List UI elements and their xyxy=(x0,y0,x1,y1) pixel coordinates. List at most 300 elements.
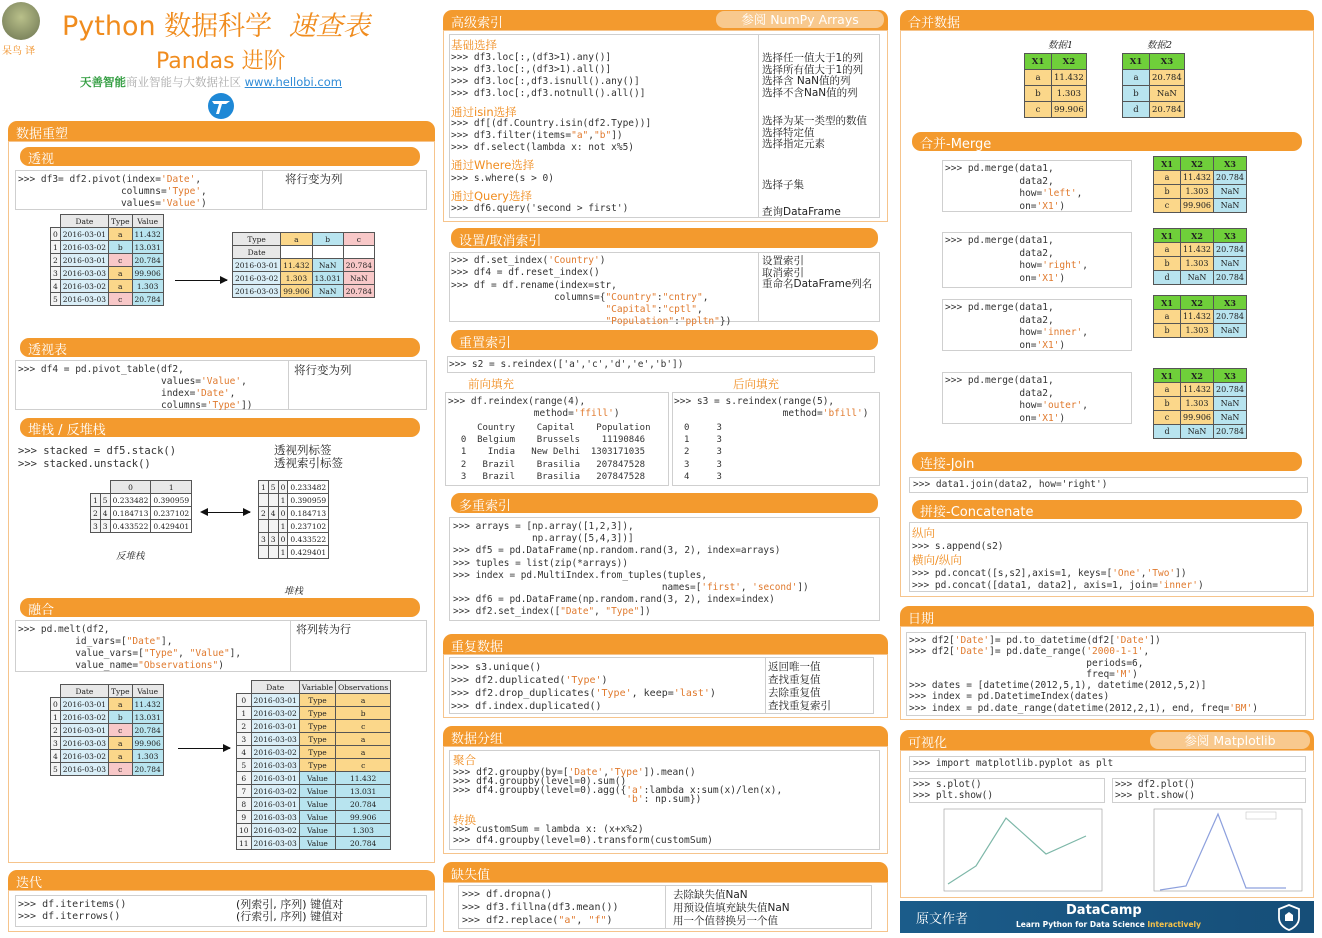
code-line: >>> df3.filter(items="a","b"]) xyxy=(451,130,623,141)
table-cell: Value xyxy=(132,685,163,698)
text-line: 选择指定元素 xyxy=(762,138,825,151)
table-cell: 2 xyxy=(51,254,61,267)
table-cell: 20.784 xyxy=(336,837,391,850)
matplotlib-link-button[interactable]: 参阅 Matplotlib xyxy=(1150,732,1310,749)
table-row xyxy=(237,811,391,824)
query-desc: 查询DataFrame xyxy=(762,206,841,218)
table-cell xyxy=(100,481,110,494)
table-cell: a xyxy=(1025,70,1052,86)
table-row xyxy=(91,520,192,533)
code-line: >>> stacked = df5.stack() xyxy=(18,445,177,457)
table-cell: 2 xyxy=(91,507,101,520)
table-row xyxy=(237,772,391,785)
df2-table-melt xyxy=(50,684,164,776)
table-header-row xyxy=(91,481,192,494)
table-cell: 2016-03-01 xyxy=(233,259,281,272)
table-cell: NaN xyxy=(312,285,343,298)
code-line: index='Date', xyxy=(18,388,236,399)
table-row xyxy=(237,707,391,720)
melt-arrow xyxy=(178,748,230,749)
table-cell: c xyxy=(109,254,132,267)
table-row xyxy=(1154,383,1247,397)
table-header-row xyxy=(1154,157,1247,171)
table-cell: 11.432 xyxy=(1181,243,1214,257)
table-row xyxy=(1154,310,1247,324)
subheader-merge: 合并-Merge xyxy=(912,132,1302,151)
table-cell: NaN xyxy=(1181,425,1214,439)
table-cell: 11 xyxy=(237,837,252,850)
code-line: >>> df3.loc[:,df3.notnull().all()] xyxy=(451,88,646,99)
table-cell: 20.784 xyxy=(343,259,374,272)
reindex-code: >>> s2 = s.reindex(['a','c','d','e','b']) xyxy=(449,359,684,370)
table-cell: 2016-03-02 xyxy=(251,824,299,837)
ffill-code xyxy=(448,396,620,420)
table-cell: 1.303 xyxy=(132,280,163,293)
table-cell: NaN xyxy=(1214,185,1247,199)
table-row xyxy=(237,746,391,759)
table-cell: a xyxy=(1154,310,1181,324)
table-cell: a xyxy=(1154,243,1181,257)
subheader-join: 连接-Join xyxy=(912,452,1302,471)
table-cell: 2016-03-02 xyxy=(251,707,299,720)
isin-label: 通过isin选择 xyxy=(451,105,517,119)
table-cell xyxy=(259,520,269,533)
code-line: columns='Type']) xyxy=(18,400,253,411)
table-cell: 2016-03-01 xyxy=(60,254,108,267)
table-row xyxy=(233,259,375,272)
duplicates-divider xyxy=(765,657,766,714)
table-cell: 3 xyxy=(51,737,61,750)
code-line: how='right', xyxy=(945,260,1089,271)
code-line: data2, xyxy=(945,314,1054,326)
text-line: 1 India New Delhi 1303171035 xyxy=(450,447,646,458)
table-row xyxy=(1154,425,1247,439)
code-line: >>> df.select(lambda x: not x%5) xyxy=(451,142,635,153)
table-cell: NaN xyxy=(1214,411,1247,425)
table-cell: d xyxy=(1154,425,1181,439)
table-cell: 20.784 xyxy=(1150,102,1185,118)
text-line: 透视列标签 xyxy=(274,443,332,457)
code-line: >>> df4.groupby(level=0).transform(customSum) xyxy=(453,835,713,846)
code-line: >>> df[(df.Country.isin(df2.Type))] xyxy=(451,118,652,129)
table-cell: X2 xyxy=(1052,54,1087,70)
table-cell: 3 xyxy=(237,733,252,746)
table-cell: 11.432 xyxy=(1052,70,1087,86)
ffill-table xyxy=(450,422,650,483)
table-cell: Type xyxy=(299,746,335,759)
basic-select-code xyxy=(451,52,645,100)
pivot-desc: 将行变为列 xyxy=(285,172,343,186)
table-cell: Value xyxy=(299,798,335,811)
text-line: 取消索引 xyxy=(762,266,804,279)
table-cell: 0 xyxy=(278,533,288,546)
table-cell: a xyxy=(109,698,132,711)
basic-select-desc xyxy=(762,53,863,99)
table-cell: 13.031 xyxy=(132,711,163,724)
code-line: >>> pd.merge(data1, xyxy=(945,302,1054,313)
table-cell: 1.303 xyxy=(1181,257,1214,271)
table-cell: a xyxy=(336,733,391,746)
code-line: >>> df2['Date']= pd.date_range('2000-1-1', xyxy=(909,646,1150,658)
table-cell: Type xyxy=(299,759,335,772)
table-cell: 20.784 xyxy=(343,285,374,298)
table-cell xyxy=(51,685,61,698)
table-cell: b xyxy=(1154,324,1181,338)
text-line: (列索引, 序列) 键值对 xyxy=(236,898,344,911)
table-row xyxy=(1154,185,1247,199)
merge-code xyxy=(945,235,1088,285)
table-header-row xyxy=(51,215,164,228)
datacamp-tagline: Learn Python for Data Science Interactively xyxy=(1016,920,1201,929)
table-row xyxy=(1154,411,1247,425)
code-line: >>> df = df.rename(index=str, xyxy=(451,279,617,291)
section-header-iteration: 迭代 xyxy=(8,870,435,890)
code-line: values='Value') xyxy=(18,198,207,209)
text-line: 1 3 xyxy=(684,435,722,446)
table-cell: 9 xyxy=(237,811,252,824)
table-row xyxy=(259,507,329,520)
code-line: "Capital":"cptl", xyxy=(605,304,703,316)
table-row xyxy=(51,724,164,737)
text-line: 4 3 xyxy=(684,471,722,482)
table-cell: X1 xyxy=(1154,296,1181,310)
section-header-multi-index: 多重索引 xyxy=(451,493,878,513)
join-code: >>> data1.join(data2, how='right') xyxy=(913,479,1108,490)
table-cell: 0 xyxy=(237,694,252,707)
table-cell: 0.184713 xyxy=(288,507,329,520)
where-label: 通过Where选择 xyxy=(451,158,535,172)
table-row xyxy=(259,481,329,494)
stack-desc xyxy=(274,444,343,470)
table-header-row xyxy=(237,681,391,694)
table-row xyxy=(237,759,391,772)
table-cell: b xyxy=(1154,397,1181,411)
table-cell: a xyxy=(109,267,132,280)
table-cell: Value xyxy=(299,837,335,850)
table-cell: c xyxy=(109,724,132,737)
merge-result-table xyxy=(1153,156,1247,213)
table-cell: d xyxy=(1154,271,1181,285)
table-cell: Value xyxy=(132,215,163,228)
table-cell: 0.429401 xyxy=(151,520,192,533)
code-line: on='X1') xyxy=(945,412,1066,424)
table-row xyxy=(1154,171,1247,185)
datacamp-shield-icon xyxy=(1276,903,1302,931)
table-row xyxy=(237,720,391,733)
text-line: 0 3 xyxy=(684,423,722,433)
text-line: 去除重复值 xyxy=(768,687,821,699)
code-line: 'b': np.sum}) xyxy=(626,794,702,805)
table-cell: 20.784 xyxy=(132,724,163,737)
text-line: 0 Belgium Brussels 11190846 xyxy=(450,435,646,446)
table-cell: 2016-03-01 xyxy=(251,772,299,785)
table-cell: b xyxy=(109,241,132,254)
table-row xyxy=(51,698,164,711)
code-line: >>> pd.merge(data1, xyxy=(945,235,1054,246)
code-line: >>> df2.groupby(by=['Date','Type']).mean() xyxy=(453,767,696,778)
code-line: >>> df3.fillna(df3.mean()) xyxy=(462,902,619,913)
table-row xyxy=(1154,324,1247,338)
table-cell: a xyxy=(109,228,132,241)
table-cell: c xyxy=(109,763,132,776)
numpy-arrays-link-button[interactable]: 参阅 NumPy Arrays xyxy=(716,11,884,28)
code-line: how='inner', xyxy=(945,327,1089,338)
table-cell: Date xyxy=(251,681,299,694)
table-cell: 13.031 xyxy=(132,241,163,254)
table-cell: Value xyxy=(299,811,335,824)
code-line: value_vars=["Type", "Value"], xyxy=(18,648,242,659)
stack-arrow-back xyxy=(200,508,208,516)
page-title: Python 数据科学 速查表 xyxy=(62,11,370,42)
table-cell: 99.906 xyxy=(1181,199,1214,213)
code-line: on='X1') xyxy=(945,272,1066,284)
merge-code xyxy=(945,302,1088,352)
table-cell: 5 xyxy=(100,494,110,507)
code-line: periods=6, xyxy=(909,657,1144,669)
table-row xyxy=(259,546,329,559)
table-cell: 2016-03-02 xyxy=(251,746,299,759)
translator-label: 呆鸟 译 xyxy=(2,46,36,57)
code-line: >>> pd.concat([data1, data2], axis=1, join='inner') xyxy=(912,580,1204,591)
code-line: >>> df.dropna() xyxy=(462,889,553,900)
table-cell: 20.784 xyxy=(1214,271,1247,285)
table-cell: 0 xyxy=(51,698,61,711)
table-cell: 1.303 xyxy=(1181,324,1214,338)
merge-code xyxy=(945,163,1082,213)
bfill-label: 后向填充 xyxy=(733,377,779,391)
subheader-pivot-table: 透视表 xyxy=(20,338,420,357)
table-cell: 99.906 xyxy=(336,811,391,824)
table-cell: 1.303 xyxy=(132,750,163,763)
code-line: values='Value', xyxy=(18,376,247,387)
table-row xyxy=(51,280,164,293)
table-row xyxy=(1123,70,1185,86)
table-cell: c xyxy=(336,759,391,772)
footer-author-label: 原文作者 xyxy=(916,912,969,927)
org-line: 天善智能商业智能与大数据社区 www.hellobi.com xyxy=(80,75,342,89)
set-index-desc xyxy=(762,256,872,291)
pivot-result-table xyxy=(232,232,375,298)
table-cell: c xyxy=(1154,411,1181,425)
table-cell: 5 xyxy=(51,763,61,776)
code-line: columns='Type', xyxy=(18,186,207,197)
table-cell: 2016-03-03 xyxy=(233,285,281,298)
code-line: >>> index = pd.date_range(datetime(2012,2,1), end, freq='BM') xyxy=(909,702,1258,714)
table-cell: NaN xyxy=(1214,199,1247,213)
table-cell: 2016-03-03 xyxy=(60,737,108,750)
table-cell: 0.429401 xyxy=(288,546,329,559)
table-cell xyxy=(268,546,278,559)
isin-desc xyxy=(762,116,867,151)
table-cell: a xyxy=(1154,383,1181,397)
section-header-reshape: 数据重塑 xyxy=(8,121,435,141)
table-header-row xyxy=(51,685,164,698)
pivot-table-code xyxy=(18,364,253,412)
table-cell: 1 xyxy=(237,707,252,720)
ffill-label: 前向填充 xyxy=(468,377,514,391)
table-cell: X3 xyxy=(1150,54,1185,70)
table-cell: 1.303 xyxy=(1052,86,1087,102)
table-cell: a xyxy=(109,750,132,763)
table-cell: 2016-03-01 xyxy=(60,698,108,711)
code-line: value_name="Observations") xyxy=(18,660,224,671)
table-cell: X2 xyxy=(1181,157,1214,171)
table-header-row xyxy=(233,246,375,259)
table-cell: 5 xyxy=(237,759,252,772)
merge-result-table xyxy=(1153,368,1247,439)
table-header-row xyxy=(1025,54,1087,70)
series-plot-thumbnail xyxy=(936,806,1106,896)
text-line: 选择所有值大于1的列 xyxy=(762,63,864,76)
table-row xyxy=(233,285,375,298)
table-cell: 4 xyxy=(51,750,61,763)
text-line: 选择任一值大于1的列 xyxy=(762,52,864,64)
text-line: 查找重复值 xyxy=(768,674,821,686)
table-cell: 1 xyxy=(51,711,61,724)
table-row xyxy=(259,533,329,546)
table-cell: 99.906 xyxy=(1052,102,1087,118)
text-line: 设置索引 xyxy=(762,255,804,267)
table-row xyxy=(51,254,164,267)
code-line: >>> df2.replace("a", "f") xyxy=(462,915,613,926)
subheader-melt: 融合 xyxy=(20,598,420,617)
table-cell: 1 xyxy=(51,241,61,254)
data2-table xyxy=(1122,53,1185,118)
merge-result-table xyxy=(1153,295,1247,338)
table-cell xyxy=(268,494,278,507)
table-cell: Type xyxy=(299,720,335,733)
text-line: 用一个值替换另一个值 xyxy=(673,915,778,927)
section-header-dates: 日期 xyxy=(900,606,1314,626)
table-cell: 2016-03-03 xyxy=(251,811,299,824)
table-cell: 2 xyxy=(51,724,61,737)
code-line: on='X1') xyxy=(945,339,1066,351)
table-row xyxy=(1123,86,1185,102)
table-row xyxy=(1123,102,1185,118)
table-cell: b xyxy=(336,707,391,720)
agg-label: 聚合 xyxy=(453,753,476,767)
table-cell: Value xyxy=(299,785,335,798)
table-cell: Type xyxy=(109,685,132,698)
vertical-code: >>> s.append(s2) xyxy=(912,541,1004,552)
table-row xyxy=(51,750,164,763)
table-cell: X3 xyxy=(1214,296,1247,310)
table-cell: X3 xyxy=(1214,157,1247,171)
code-line: >>> arrays = [np.array([1,2,3]), xyxy=(453,521,634,532)
table-cell: 20.784 xyxy=(1214,310,1247,324)
table-cell: c xyxy=(1154,199,1181,213)
table-cell: 6 xyxy=(237,772,252,785)
where-desc: 选择子集 xyxy=(762,179,804,191)
table-cell: 1 xyxy=(151,481,192,494)
table-cell: b xyxy=(1154,185,1181,199)
text-line: 返回唯一值 xyxy=(768,661,821,673)
table-cell: 1 xyxy=(278,520,288,533)
section-header-missing: 缺失值 xyxy=(443,862,888,882)
table-cell: NaN xyxy=(312,259,343,272)
table-cell: 2016-03-02 xyxy=(60,280,108,293)
text-line: 选择特定值 xyxy=(762,126,815,139)
table-cell: 1 xyxy=(259,481,269,494)
text-line: 3 3 xyxy=(684,459,722,470)
table-row xyxy=(51,737,164,750)
code-line: how='left', xyxy=(945,188,1083,199)
table-cell: 20.784 xyxy=(1214,243,1247,257)
table-cell: a xyxy=(109,737,132,750)
table-cell: 20.784 xyxy=(1214,171,1247,185)
table-row xyxy=(51,228,164,241)
table-cell: 2016-03-02 xyxy=(60,241,108,254)
section-header-combine: 合并数据 xyxy=(900,10,1314,30)
code-line: names=['first', 'second']) xyxy=(453,582,809,594)
basic-select-label: 基础选择 xyxy=(451,38,497,52)
table-cell: Type xyxy=(299,733,335,746)
table-cell: 1.303 xyxy=(1181,185,1214,199)
table-cell: d xyxy=(1123,102,1150,118)
table-cell: 3 xyxy=(259,533,269,546)
code-line: >>> df4 = df.reset_index() xyxy=(451,267,600,279)
text-line: 去除缺失值NaN xyxy=(673,889,748,901)
table-cell: 0.390959 xyxy=(151,494,192,507)
stack-arrow xyxy=(206,512,250,513)
melt-desc: 将列转为行 xyxy=(296,623,351,636)
table-cell: Date xyxy=(60,685,108,698)
table-cell: 5 xyxy=(268,481,278,494)
datacamp-brand: DataCamp xyxy=(1066,903,1142,918)
stack-caption: 堆栈 xyxy=(284,586,304,597)
query-code: >>> df6.query('second > first') xyxy=(451,203,629,214)
agg-code xyxy=(453,768,782,804)
table-cell: Observations xyxy=(336,681,391,694)
code-line: >>> pd.concat([s,s2],axis=1, keys=['One','Two']) xyxy=(912,568,1187,579)
table-cell: 13.031 xyxy=(336,785,391,798)
table-cell: a xyxy=(1123,70,1150,86)
melt-result-table xyxy=(236,680,391,850)
code-line: >>> df2.set_index(["Date", "Type"]) xyxy=(453,606,651,618)
duplicates-desc xyxy=(768,661,831,713)
table-row xyxy=(237,824,391,837)
pivot-code xyxy=(18,174,207,210)
missing-code xyxy=(462,888,619,927)
table-cell: 0.390959 xyxy=(288,494,329,507)
org-link[interactable]: www.hellobi.com xyxy=(244,75,342,89)
subheader-concat: 拼接-Concatenate xyxy=(912,500,1302,519)
table-row xyxy=(237,785,391,798)
table-cell: 2016-03-01 xyxy=(251,798,299,811)
missing-divider xyxy=(665,885,666,929)
pivot-table-desc: 将行变为列 xyxy=(294,363,352,377)
table-cell: c xyxy=(1025,102,1052,118)
code-line: >>> plt.show() xyxy=(1115,790,1196,801)
table-cell: 1 xyxy=(278,546,288,559)
table-cell: 3 xyxy=(51,267,61,280)
table-cell: 1 xyxy=(91,494,101,507)
table-row xyxy=(233,272,375,285)
text-line: 2 Brazil Brasilia 207847528 xyxy=(450,459,646,470)
code-line: method='ffill') xyxy=(448,408,620,419)
table-cell: 3 xyxy=(100,520,110,533)
dataframe-plot-thumbnail xyxy=(1146,806,1306,896)
code-line: >>> pd.melt(df2, xyxy=(18,624,110,635)
table-cell: 11.432 xyxy=(132,698,163,711)
text-line: 选择为某一类型的数值 xyxy=(762,115,867,127)
table-cell: b xyxy=(109,711,132,724)
code-line: >>> pd.merge(data1, xyxy=(945,375,1054,386)
code-line: >>> pd.merge(data1, xyxy=(945,163,1054,174)
pivot-arrow xyxy=(175,280,227,281)
table-cell: 4 xyxy=(100,507,110,520)
text-line: 选择含 NaN值的列 xyxy=(762,75,851,88)
